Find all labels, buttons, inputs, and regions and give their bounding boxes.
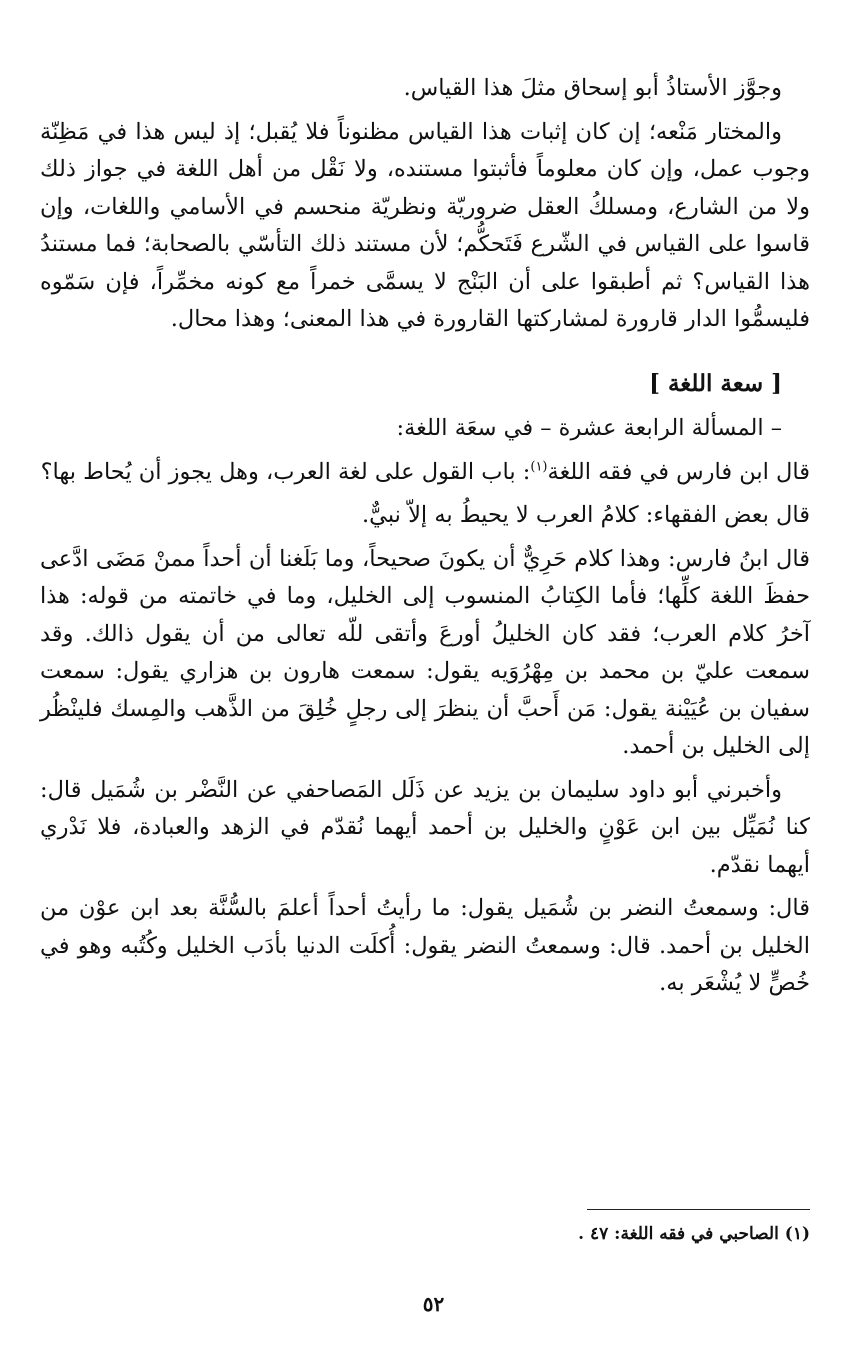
paragraph-3-text: – المسألة الرابعة عشرة – في سعَة اللغة: xyxy=(396,415,782,441)
paragraph-7 xyxy=(40,772,810,885)
section-heading xyxy=(40,365,810,403)
page-body xyxy=(40,70,810,1009)
paragraph-5 xyxy=(40,497,810,535)
paragraph-8-text: قال: وسمعتُ النضر بن شُمَيل يقول: ما رأيتُ أحداً أعلمَ بالسُّنَّة بعد ابن عوْن من الخليل بن أحمد. قال: وسمعتُ النضر يقول: أُكلَت الدنيا بأدَب الخليل وكُتُبه وهو في خُصٍّ لا يُشْعَر به. xyxy=(40,895,810,996)
footnote-reference: (١) xyxy=(530,459,548,474)
paragraph-6 xyxy=(40,541,810,766)
paragraph-1-text: وجوَّز الأستاذُ أبو إسحاق مثلَ هذا القياس. xyxy=(403,75,782,101)
footnote-marker: (١) xyxy=(784,1224,810,1244)
paragraph-4-text-start: قال ابن فارس في فقه اللغة xyxy=(547,458,810,485)
page-number: ٥٢ xyxy=(422,1292,445,1316)
paragraph-4-text-end: : باب القول على لغة العرب، وهل يجوز أن يُحاط بها؟ xyxy=(40,458,531,485)
footnote xyxy=(578,1224,810,1244)
footnote-divider xyxy=(587,1209,810,1210)
paragraph-6-text: قال ابنُ فارس: وهذا كلام حَرِيٌّ أن يكونَ صحيحاً، وما بَلَغنا أن أحداً ممنْ مَضَى ادَّعى حفظَ اللغة كلِّها؛ فأما الكِتابُ المنسوب إلى الخليل، وما في خاتمته من قوله: هذا آخرُ كلام العرب؛ فقد كان الخليلُ أورعَ وأتقى للّه تعالى من أن يقول ذالك. وقد سمعت عليّ بن محمد بن مِهْرُوَيه يقول: سمعت هارون بن هزاري يقول: سمعت سفيان بن عُيَيْنة يقول: مَن أَحبَّ أن ينظرَ إلى رجلٍ خُلِقَ من الذَّهب والمِسك فلينْظُر إلى الخليل بن أحمد. xyxy=(40,545,810,759)
footnote-text: الصاحبي في فقه اللغة: ٤٧ . xyxy=(578,1224,779,1244)
paragraph-8 xyxy=(40,890,810,1003)
paragraph-4 xyxy=(40,454,810,492)
paragraph-3 xyxy=(40,410,810,448)
paragraph-2-text: والمختار مَنْعه؛ إن كان إثبات هذا القياس مظنوناً فلا يُقبل؛ إذ ليس هذا في مَظِنّة وجوب عمل، وإن كان معلوماً فأثبتوا مستنده، ولا نَقْل من أهل اللغة في جواز ذلك ولا من الشارع، ومسلكُ العقل ضروريّة ونظريّة منحسم في الأسامي واللغات، وإن قاسوا على القياس في الشّرع فَتَحكُّم؛ لأن مستند ذلك التأسّي بالصحابة؛ فما مستندُ هذا القياس؟ ثم أطبقوا على أن البَنْج لا يسمَّى خمراً مع كونه مخمِّراً، فإن سَمّوه فليسمُّوا الدار قارورة لمشاركتها القارورة في هذا المعنى؛ وهذا محال. xyxy=(40,118,810,332)
section-heading-text: [ سعة اللغة ] xyxy=(649,369,782,397)
paragraph-5-text: قال بعض الفقهاء: كلامُ العرب لا يحيطُ به إلاّ نبيٌّ. xyxy=(361,502,810,528)
paragraph-1 xyxy=(40,70,810,108)
paragraph-2 xyxy=(40,114,810,339)
paragraph-7-text: وأخبرني أبو داود سليمان بن يزيد عن ذَلَل المَصاحفي عن النَّضْر بن شُمَيل قال: كنا نُمَيِّل بين ابن عَوْنٍ والخليل بن أحمد أيهما نُقدّم في الزهد والعبادة، فلا نَدْري أيهما نقدّم. xyxy=(40,776,810,878)
